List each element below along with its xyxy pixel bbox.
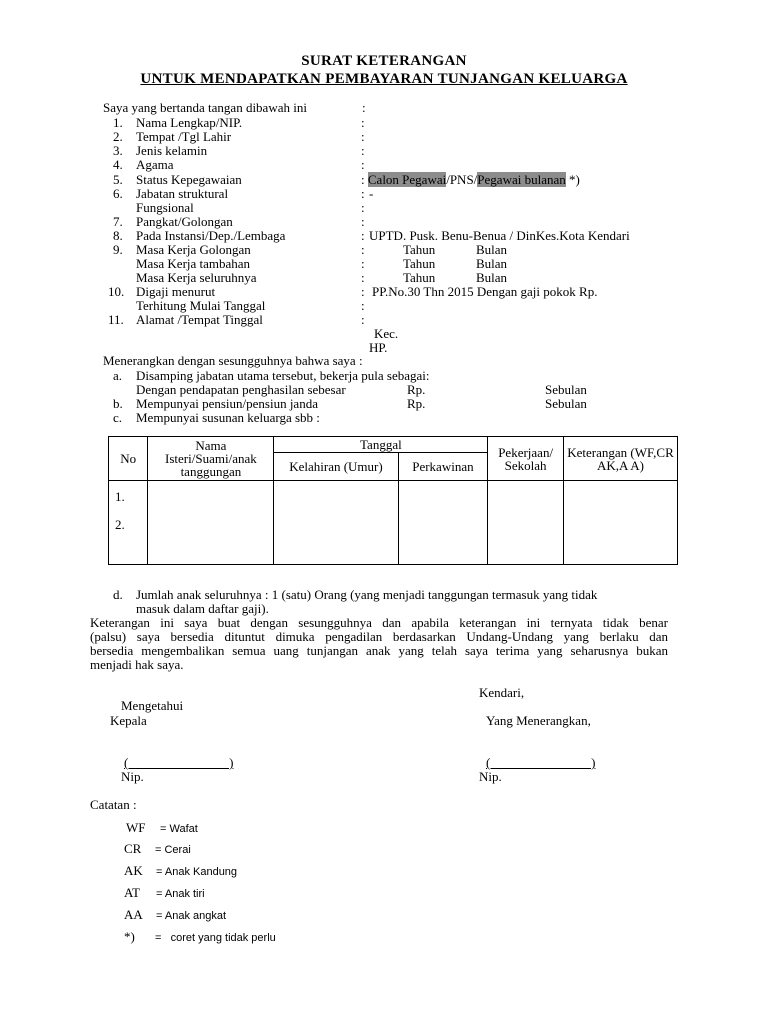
field-number: 9.: [113, 242, 123, 257]
field-label: Pangkat/Golongan: [136, 214, 233, 229]
kepala-label: Kepala: [110, 713, 147, 728]
field-label: Agama: [136, 157, 174, 172]
statement-line: menjadi hak saya.: [90, 657, 184, 672]
field-colon: :: [361, 157, 365, 172]
bulan-label: Bulan: [476, 242, 508, 257]
document-subtitle: UNTUK MENDAPATKAN PEMBAYARAN TUNJANGAN KELUARGA: [140, 71, 628, 87]
field-number: 6.: [113, 186, 123, 201]
header-pekerjaan: Pekerjaan/ Sekolah: [488, 437, 564, 481]
field-label: Jenis kelamin: [136, 143, 208, 158]
hp-label: HP.: [369, 340, 388, 355]
field-colon: :: [361, 129, 365, 144]
statement-line: bersedia mengembalikan semua uang tunjangan anak yang telah saya terima yang seharusnya bukan: [90, 643, 668, 658]
field-label: Masa Kerja tambahan: [136, 256, 251, 271]
note-desc: = Anak angkat: [156, 910, 227, 922]
table-row: [109, 481, 678, 565]
note-desc: = Cerai: [155, 844, 191, 856]
tahun-label: Tahun: [403, 242, 436, 257]
note-desc: = Anak Kandung: [156, 866, 238, 878]
field-label: Status Kepegawaian: [136, 172, 242, 187]
menerangkan-label: Yang Menerangkan,: [486, 713, 591, 728]
item-d-label: d.: [113, 587, 123, 602]
intro-colon: :: [362, 100, 366, 115]
field-colon: :: [361, 228, 365, 243]
field-colon: :: [361, 115, 365, 130]
mengetahui-label: Mengetahui: [121, 698, 184, 713]
city-date: Kendari,: [479, 685, 525, 700]
header-kelahiran: Kelahiran (Umur): [274, 453, 398, 481]
field-number: 4.: [113, 157, 123, 172]
note-code: CR: [124, 841, 142, 856]
field-label: Digaji menurut: [136, 284, 216, 299]
field-label: Pada Instansi/Dep./Lembaga: [136, 228, 286, 243]
cell-kelahiran: [274, 481, 398, 565]
cell-nama: [148, 481, 274, 565]
field-value: -: [369, 186, 374, 201]
field-label: Masa Kerja seluruhnya: [136, 270, 257, 285]
status-footnote-mark: *): [565, 172, 580, 187]
item-a-label: a.: [113, 368, 123, 383]
field-number: 8.: [113, 228, 123, 243]
item-b-text: Mempunyai pensiun/pensiun janda: [136, 396, 318, 411]
field-colon: :: [361, 242, 365, 257]
note-desc: = Wafat: [160, 823, 198, 835]
field-number: 7.: [113, 214, 123, 229]
field-colon: :: [361, 256, 365, 271]
field-colon: :: [361, 186, 365, 201]
item-b-rp: Rp.: [407, 396, 426, 411]
tahun-label: Tahun: [403, 256, 436, 271]
item-a-text: Disamping jabatan utama tersebut, bekerja pula sebagai:: [136, 368, 430, 383]
cell-perkawinan: [398, 481, 488, 565]
header-nama: Nama Isteri/Suami/anak tanggungan: [148, 437, 274, 481]
item-a-rp: Rp.: [407, 382, 426, 397]
field-colon: :: [361, 284, 365, 299]
note-desc: = coret yang tidak perlu: [155, 932, 276, 944]
status-option-pegawai-bulanan: Pegawai bulanan: [477, 172, 566, 187]
signature-blank-left: ( ): [124, 755, 234, 770]
nip-left: Nip.: [121, 769, 144, 784]
field-label: Terhitung Mulai Tanggal: [136, 298, 266, 313]
family-table: [108, 436, 678, 565]
field-number: 5.: [113, 172, 123, 187]
field-number: 1.: [113, 115, 123, 130]
row-number: 1.: [115, 489, 125, 504]
header-tanggal: Tanggal: [274, 437, 488, 453]
field-number: 11.: [108, 312, 124, 327]
field-colon: :: [361, 298, 365, 313]
field-number: 10.: [108, 284, 125, 299]
notes-title: Catatan :: [90, 797, 137, 812]
header-no: No: [109, 437, 148, 481]
declaration-text: Menerangkan dengan sesungguhnya bahwa saya :: [103, 353, 363, 368]
header-perkawinan: Perkawinan: [398, 453, 488, 481]
field-label: Jabatan struktural: [136, 186, 229, 201]
field-value: UPTD. Pusk. Benu-Benua / DinKes.Kota Kendari: [369, 228, 630, 243]
status-option-calon-pegawai: Calon Pegawai: [367, 172, 447, 187]
document-title: SURAT KETERANGAN: [301, 53, 467, 69]
item-c-label: c.: [113, 410, 123, 425]
field-colon: :: [361, 214, 365, 229]
field-colon: :: [361, 143, 365, 158]
item-c-text: Mempunyai susunan keluarga sbb :: [136, 410, 320, 425]
cell-keterangan: [563, 481, 677, 565]
field-colon: :: [361, 200, 365, 215]
bulan-label: Bulan: [476, 270, 508, 285]
note-code: AK: [124, 863, 143, 878]
field-number: 3.: [113, 143, 123, 158]
item-a-income: Dengan pendapatan penghasilan sebesar: [136, 382, 346, 397]
row-number: 2.: [115, 517, 125, 532]
bulan-label: Bulan: [476, 256, 508, 271]
intro-text: Saya yang bertanda tangan dibawah ini: [103, 100, 307, 115]
row-numbers: [109, 481, 148, 565]
field-label: Masa Kerja Golongan: [136, 242, 251, 257]
field-label: Fungsional: [136, 200, 194, 215]
signature-blank-right: ( ): [486, 755, 596, 770]
tahun-label: Tahun: [403, 270, 436, 285]
field-label: Alamat /Tempat Tinggal: [136, 312, 263, 327]
field-label: Tempat /Tgl Lahir: [136, 129, 232, 144]
header-keterangan: Keterangan (WF,CR AK,A A): [563, 437, 677, 481]
cell-pekerjaan: [488, 481, 564, 565]
status-option-pns: /PNS/: [446, 172, 478, 187]
statement-line: Keterangan ini saya buat dengan sesungguhnya dan apabila keterangan ini ternyata tidak benar: [90, 615, 668, 630]
note-code: AT: [124, 885, 140, 900]
note-code: *): [124, 929, 135, 944]
statement-line: (palsu) saya bersedia dituntut dimuka pengadilan berdasarkan Undang-Undang yang berlaku dan: [90, 629, 668, 644]
field-colon: :: [361, 312, 365, 327]
item-b-label: b.: [113, 396, 123, 411]
item-b-sebulan: Sebulan: [545, 396, 587, 411]
note-desc: = Anak tiri: [156, 888, 205, 900]
note-code: WF: [126, 820, 146, 835]
item-d-line2: masuk dalam daftar gaji).: [136, 601, 269, 616]
field-number: 2.: [113, 129, 123, 144]
field-value: PP.No.30 Thn 2015 Dengan gaji pokok Rp.: [372, 284, 598, 299]
field-label: Nama Lengkap/NIP.: [136, 115, 243, 130]
item-d-line1: Jumlah anak seluruhnya : 1 (satu) Orang (yang menjadi tanggungan termasuk yang tidak: [136, 587, 598, 602]
field-colon: :: [361, 270, 365, 285]
field-colon: :: [361, 172, 365, 187]
nip-right: Nip.: [479, 769, 502, 784]
item-a-sebulan: Sebulan: [545, 382, 587, 397]
status-value: [361, 173, 580, 187]
kec-label: Kec.: [374, 326, 399, 341]
note-code: AA: [124, 907, 143, 922]
